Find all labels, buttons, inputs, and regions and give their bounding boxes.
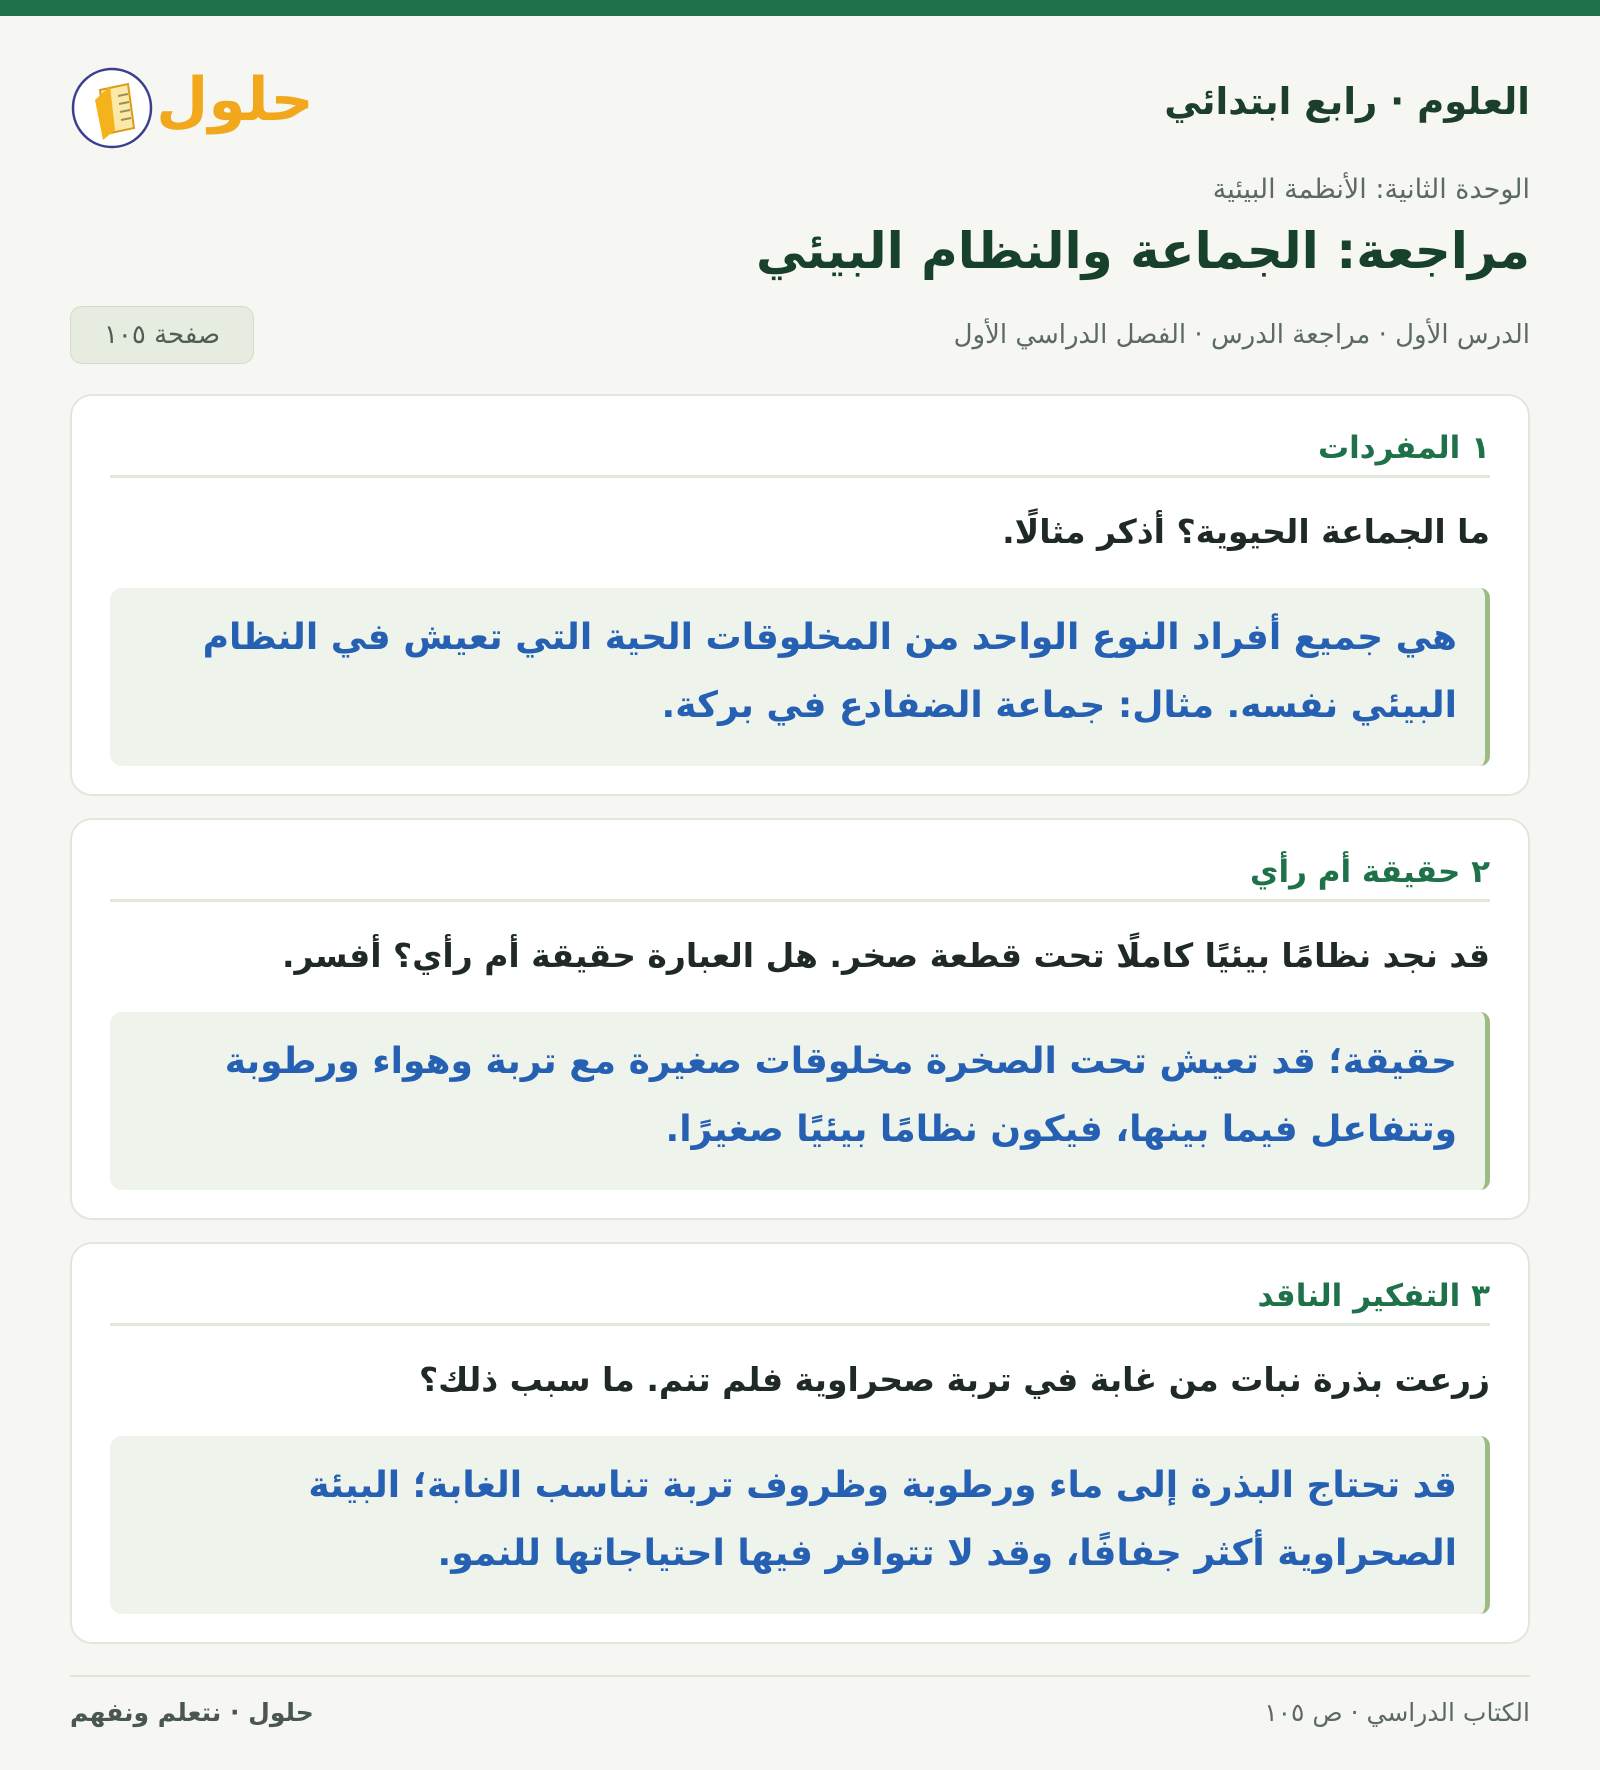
hulul-logo[interactable]: [70, 50, 340, 158]
footer-tagline: حلول · نتعلم ونفهم: [70, 1698, 314, 1727]
subject-title: العلوم · رابع ابتدائي: [1164, 80, 1530, 123]
question-text: قد نجد نظامًا بيئيًا كاملًا تحت قطعة صخر. هل العبارة حقيقة أم رأي؟ أفسر.: [281, 936, 1490, 975]
page-badge: صفحة ١٠٥: [70, 306, 254, 364]
page-header: [70, 50, 1530, 158]
logo-text: حلول: [156, 65, 314, 135]
section-heading: ٢ حقيقة أم رأي: [1250, 854, 1490, 890]
answer-text: حقيقة؛ قد تعيش تحت الصخرة مخلوقات صغيرة مع تربة وهواء ورطوبة وتتفاعل فيما بينها، فيكون نظامًا بيئيًا صغيرًا.: [224, 1041, 1457, 1150]
unit-label: الوحدة الثانية: الأنظمة البيئية: [1212, 174, 1530, 205]
answer-text: هي جميع أفراد النوع الواحد من المخلوقات الحية التي تعيش في النظام البيئي نفسه. مثال: جماعة الضفادع في بركة.: [202, 617, 1457, 726]
section-heading: ٣ التفكير الناقد: [1257, 1278, 1490, 1314]
answer-box: [110, 1436, 1490, 1614]
answer-box: [110, 588, 1490, 766]
section-card-vocabulary: [70, 394, 1530, 796]
footer-book-ref: الكتاب الدراسي · ص ١٠٥: [1264, 1698, 1530, 1727]
section-card-critical-thinking: [70, 1242, 1530, 1644]
section-heading: ١ المفردات: [1317, 430, 1490, 466]
page-title: مراجعة: الجماعة والنظام البيئي: [756, 222, 1530, 280]
answer-text: قد تحتاج البذرة إلى ماء ورطوبة وظروف تربة تناسب الغابة؛ البيئة الصحراوية أكثر جفافًا، وقد لا تتوافر فيها احتياجاتها للنمو.: [308, 1465, 1457, 1574]
question-text: ما الجماعة الحيوية؟ أذكر مثالًا.: [1002, 512, 1490, 551]
section-heading-container: [110, 848, 1490, 902]
section-card-fact-or-opinion: [70, 818, 1530, 1220]
lesson-meta: الدرس الأول · مراجعة الدرس · الفصل الدراسي الأول: [953, 320, 1530, 350]
answer-box: [110, 1012, 1490, 1190]
section-heading-container: [110, 424, 1490, 478]
footer-divider: [70, 1675, 1530, 1677]
top-bar: [0, 0, 1600, 16]
question-text: زرعت بذرة نبات من غابة في تربة صحراوية فلم تنم. ما سبب ذلك؟: [418, 1360, 1490, 1399]
section-heading-container: [110, 1272, 1490, 1326]
